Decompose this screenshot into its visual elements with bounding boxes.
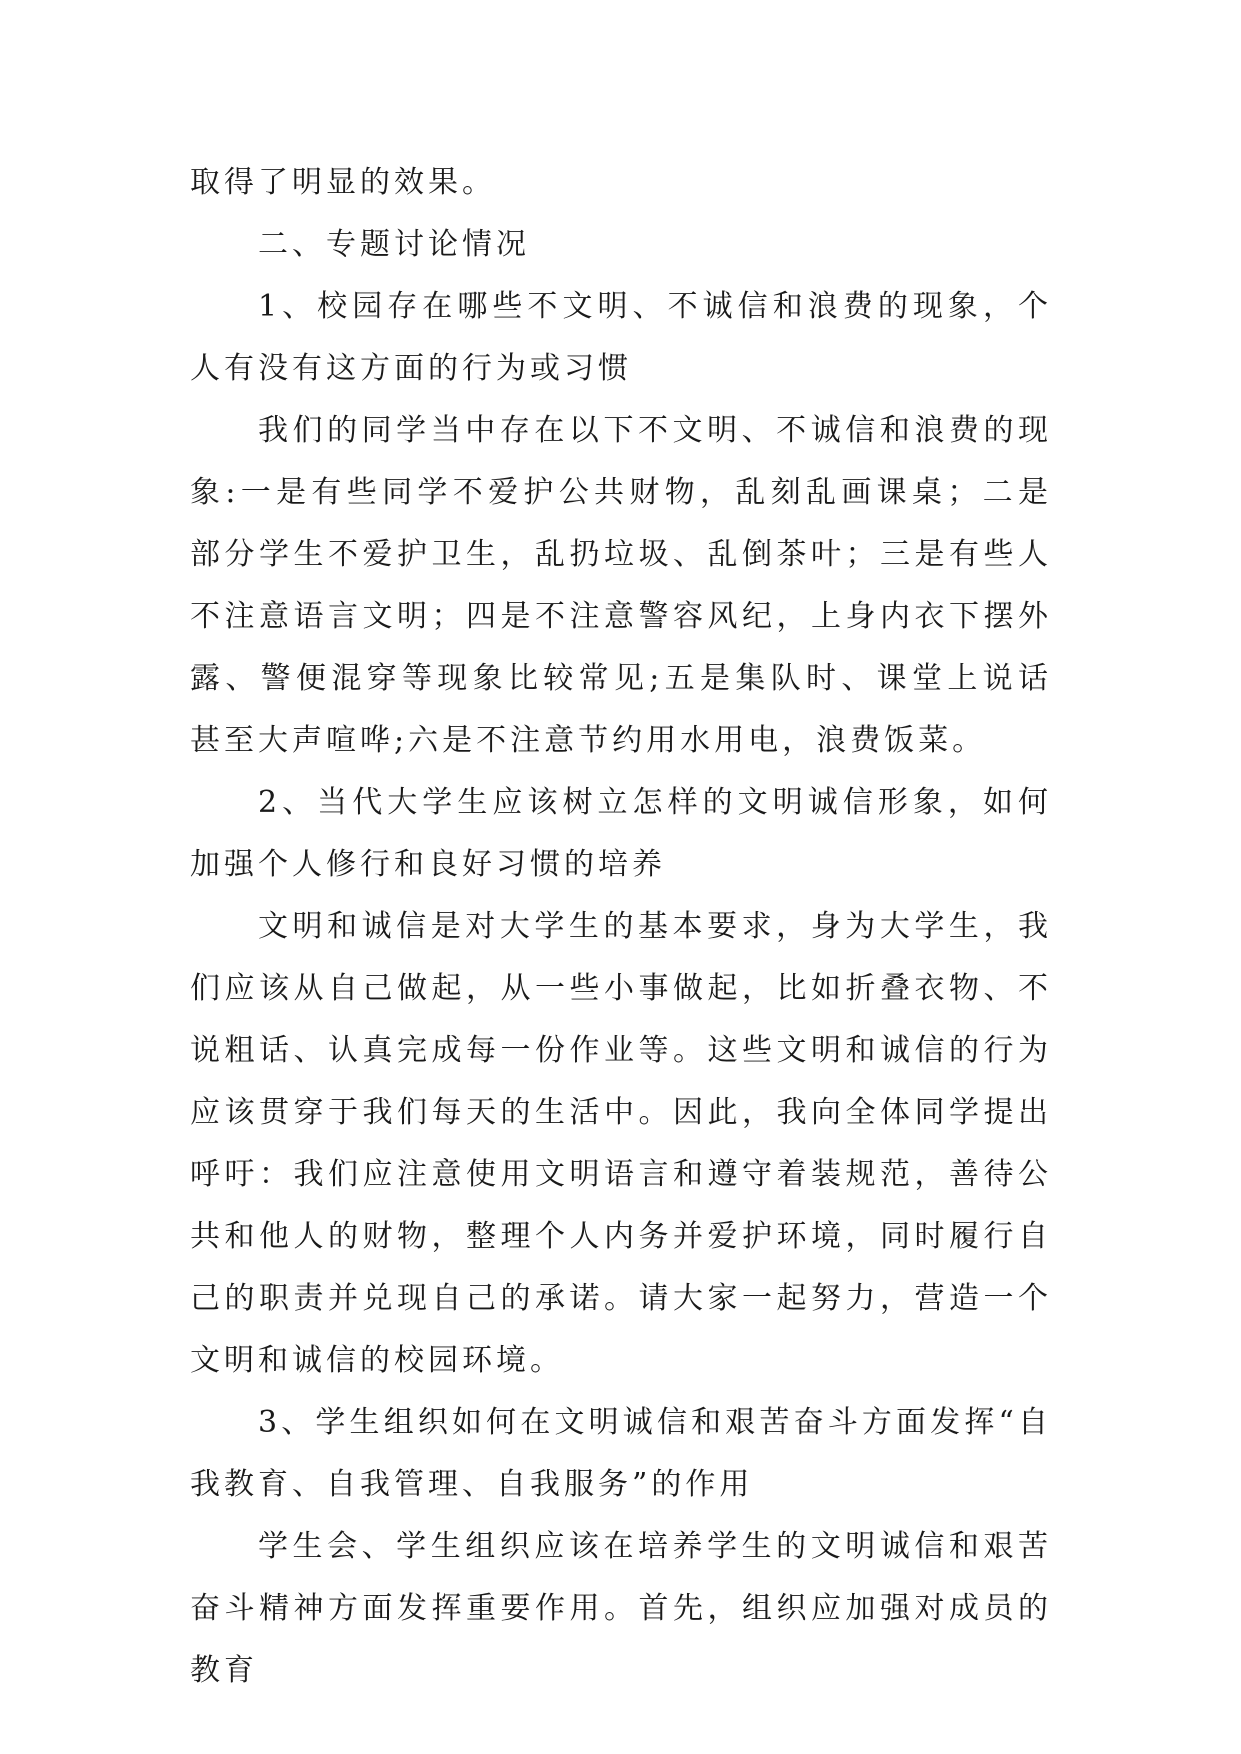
question-heading-1: 1、校园存在哪些不文明、不诚信和浪费的现象，个人有没有这方面的行为或习惯: [190, 289, 1052, 386]
paragraph-continuation: 取得了明显的效果。: [190, 165, 496, 200]
section-heading: 二、专题讨论情况: [258, 227, 530, 262]
document-body: [190, 152, 1052, 1702]
answer-paragraph-3: 学生会、学生组织应该在培养学生的文明诚信和艰苦奋斗精神方面发挥重要作用。首先，组织应加强对成员的教育: [190, 1529, 1052, 1688]
question-heading-2: 2、当代大学生应该树立怎样的文明诚信形象，如何加强个人修行和良好习惯的培养: [190, 785, 1052, 882]
question-heading-3: 3、学生组织如何在文明诚信和艰苦奋斗方面发挥“自我教育、自我管理、自我服务”的作用: [190, 1405, 1052, 1502]
answer-paragraph-2: 文明和诚信是对大学生的基本要求，身为大学生，我们应该从自己做起，从一些小事做起，比如折叠衣物、不说粗话、认真完成每一份作业等。这些文明和诚信的行为应该贯穿于我们每天的生活中。因此，我向全体同学提出呼吁：我们应注意使用文明语言和遵守着装规范，善待公共和他人的财物，整理个人内务并爱护环境，同时履行自己的职责并兑现自己的承诺。请大家一起努力，营造一个文明和诚信的校园环境。: [190, 909, 1052, 1378]
answer-paragraph-1: 我们的同学当中存在以下不文明、不诚信和浪费的现象:一是有些同学不爱护公共财物，乱刻乱画课桌；二是部分学生不爱护卫生，乱扔垃圾、乱倒茶叶；三是有些人不注意语言文明；四是不注意警容风纪，上身内衣下摆外露、警便混穿等现象比较常见;五是集队时、课堂上说话甚至大声喧哗;六是不注意节约用水用电，浪费饭菜。: [190, 413, 1052, 758]
